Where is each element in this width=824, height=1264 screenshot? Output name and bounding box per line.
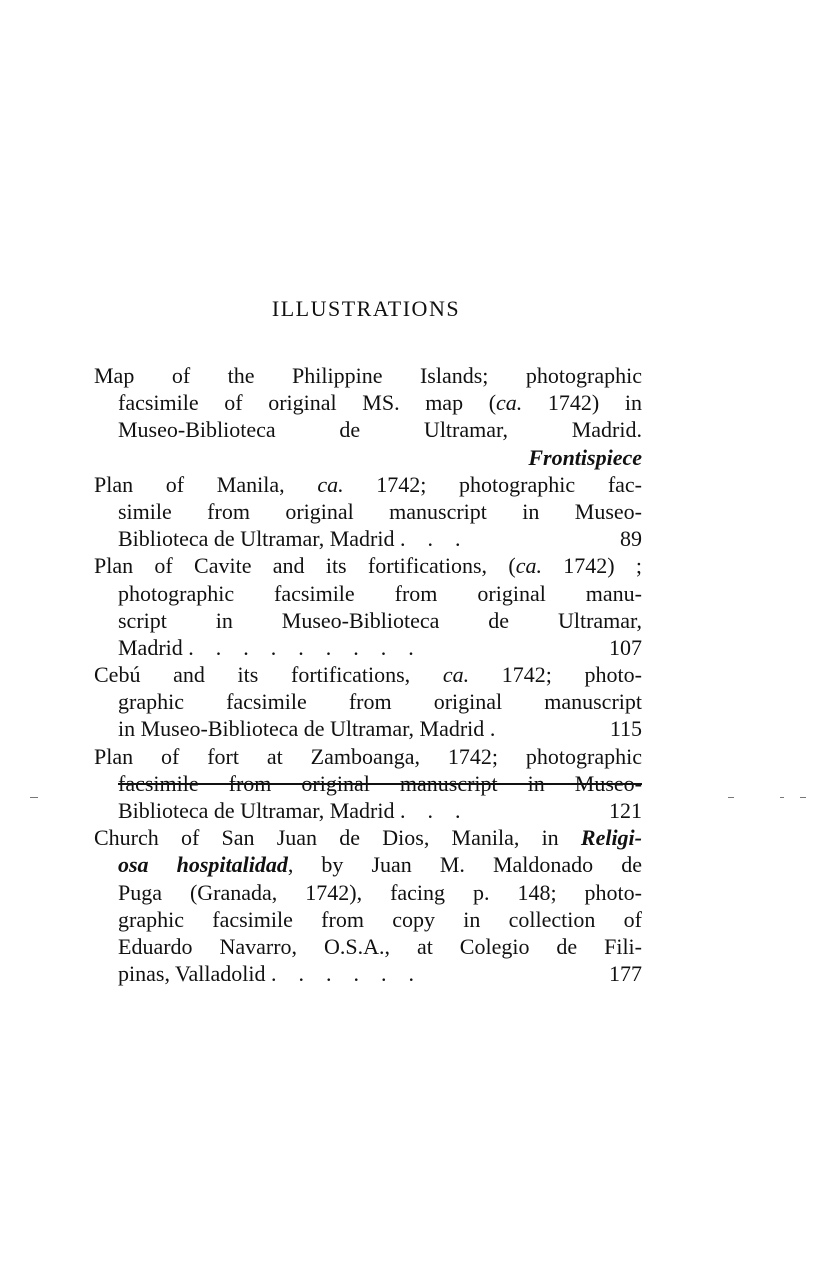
entry-text: Biblioteca de Ultramar, Madrid [118, 526, 395, 552]
entry-line [94, 688, 642, 715]
list-item [94, 661, 642, 743]
entry-line [94, 634, 642, 661]
scan-mark [30, 797, 38, 798]
entry-text: graphic facsimile from copy in collection of [118, 906, 642, 932]
entry-text: Puga (Granada, 1742), facing p. 148; photo- [118, 879, 642, 905]
entry-text: Plan of Cavite and its fortifications, ( [94, 553, 516, 579]
page-number: 121 [609, 798, 642, 823]
entry-line [94, 824, 642, 851]
entry-line [94, 498, 642, 525]
entry-text: facsimile of original MS. map ( [118, 390, 497, 416]
entry-line [94, 851, 642, 878]
entry-text: photographic facsimile from original manu- [118, 580, 642, 606]
entry-text: Eduardo Navarro, O.S.A., at Colegio de Fili- [118, 933, 642, 959]
entry-text: Biblioteca de Ultramar, Madrid [118, 798, 395, 823]
entry-line [94, 471, 642, 498]
entry-line [94, 770, 642, 797]
entry-line [94, 879, 642, 906]
page-number: 177 [609, 961, 642, 987]
entry-text: simile from original manuscript in Museo- [118, 498, 642, 524]
entry-line [94, 661, 642, 688]
scan-mark [780, 797, 784, 798]
entry-text-italic: osa hospitalidad [118, 852, 288, 878]
page-heading: ILLUSTRATIONS [271, 296, 461, 321]
list-item [94, 743, 642, 825]
entry-text: 1742; photographic fac- [343, 471, 642, 497]
illustrations-list [94, 362, 642, 987]
entry-line [94, 580, 642, 607]
entry-text: Museo-Biblioteca de Ultramar, Madrid. [118, 417, 642, 443]
entry-line [94, 362, 642, 389]
entry-text-italic: ca. [442, 662, 470, 688]
entry-text: script in Museo-Biblioteca de Ultramar, [118, 607, 642, 633]
entry-text-italic: Religi- [580, 825, 642, 851]
entry-line [94, 389, 642, 416]
page-reference: Frontispiece [528, 444, 642, 470]
entry-text: 1742; photo- [469, 662, 642, 688]
dot-leaders: . . . [394, 526, 461, 552]
entry-text: Plan of fort at Zamboanga, 1742; photographic [94, 743, 642, 769]
entry-text: Map of the Philippine Islands; photographic [94, 363, 642, 388]
entry-text-italic: ca. [496, 390, 523, 416]
entry-text: Plan of Manila, [94, 471, 318, 497]
list-item [94, 471, 642, 553]
list-item [94, 824, 642, 987]
scan-mark [728, 797, 734, 798]
entry-text: Cebú and its fortifications, [94, 662, 443, 688]
entry-line [94, 960, 642, 987]
entry-line [94, 933, 642, 960]
entry-text: 1742) in [522, 390, 642, 416]
page-number: 115 [609, 716, 642, 742]
entry-line [94, 416, 642, 443]
entry-text: in Museo-Biblioteca de Ultramar, Madrid [118, 716, 485, 742]
entry-text: pinas, Valladolid [118, 961, 266, 987]
entry-text: 1742) ; [541, 553, 642, 579]
entry-line [94, 552, 642, 579]
entry-text: Church of San Juan de Dios, Manila, in [94, 825, 581, 851]
entry-line [94, 525, 642, 552]
list-item [94, 552, 642, 661]
dot-leaders: . . . [394, 798, 461, 823]
entry-text: graphic facsimile from original manuscript [118, 689, 642, 715]
entry-text-italic: ca. [515, 553, 542, 579]
entry-line [94, 906, 642, 933]
entry-text: , by Juan M. Maldonado de [287, 852, 643, 878]
scan-mark [800, 797, 806, 798]
entry-line [94, 715, 642, 742]
page-number: 89 [620, 526, 642, 552]
entry-line [94, 607, 642, 634]
entry-text-struck: facsimile from original manuscript in Museo- [118, 770, 642, 796]
dot-leaders: . [484, 716, 496, 742]
entry-line [94, 797, 642, 824]
entry-text: Madrid [118, 634, 183, 660]
dot-leaders: . . . . . . [265, 961, 414, 987]
entry-line [94, 743, 642, 770]
list-item [94, 362, 642, 471]
dot-leaders: . . . . . . . . . [182, 634, 414, 660]
entry-text-italic: ca. [317, 471, 344, 497]
page-number: 107 [609, 634, 642, 660]
